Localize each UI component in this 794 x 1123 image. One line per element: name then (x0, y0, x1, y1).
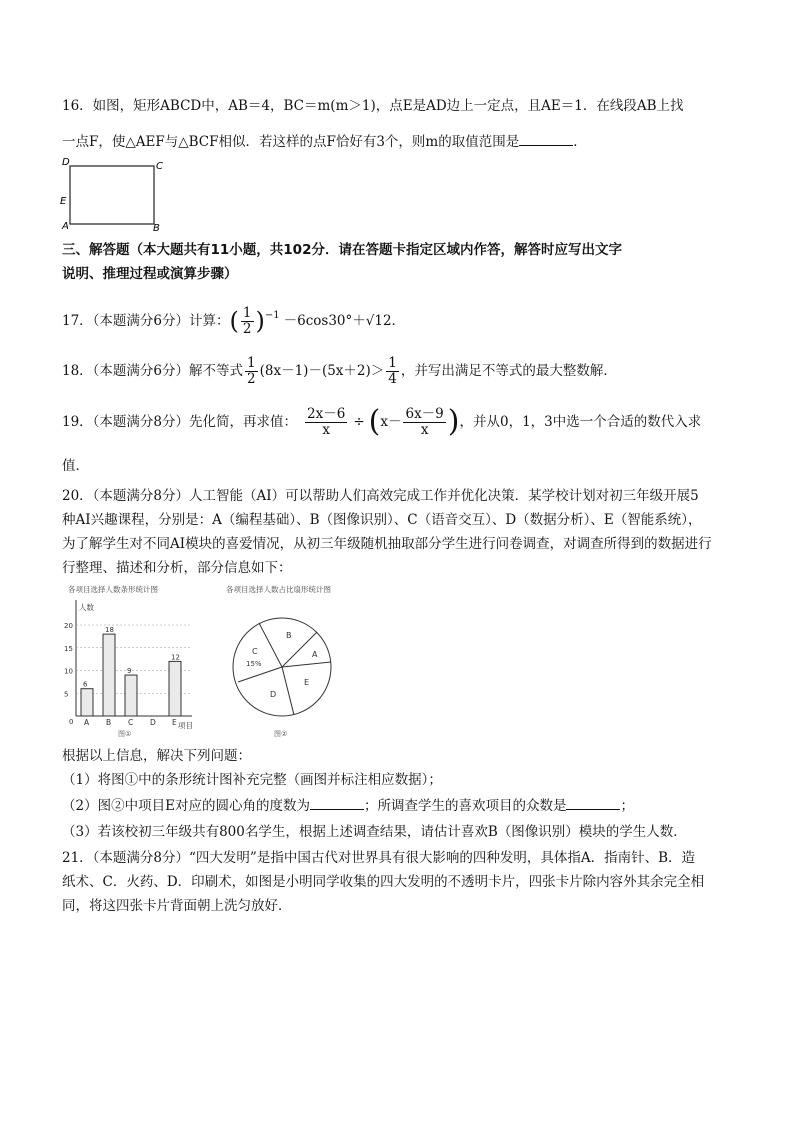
q18-suffix: ，并写出满足不等式的最大整数解． (400, 363, 617, 379)
pie-annotation-15-percent: 15% (246, 660, 262, 668)
q19-divide: ÷ (353, 414, 365, 430)
x-tick-label: E (172, 718, 177, 727)
y-tick-label: 5 (64, 690, 69, 699)
pie-chart-figure2 (222, 582, 342, 740)
q19-fraction-2: $\frac{6x-9}{x}$ (405, 405, 444, 438)
pie-slice-line-1 (259, 623, 282, 667)
bar-chart-figure1 (60, 582, 210, 738)
label-b: B (153, 223, 160, 234)
y-tick-label: 20 (64, 622, 73, 630)
bar-chart-title: 各项目选择人数条形统计图 (68, 585, 158, 594)
x-tick-label: A (84, 718, 90, 727)
q20-line3: 为了解学生对不同AI模块的喜爱情况，从初三年级随机抽取部分学生进行问卷调查，对调查所得到的数据进行 (62, 536, 712, 552)
q18-fraction-half: $\frac{1}{2}$ (247, 354, 256, 387)
q19-suffix: ，并从0，1，3中选一个合适的数代入求 (459, 414, 702, 430)
q20-sub2-part2: ；所调查学生的喜欢项目的众数是 (363, 798, 567, 814)
bar-data-label: 6 (83, 680, 88, 689)
q20-sub2-blank2 (566, 797, 620, 810)
y-tick-label: 15 (64, 644, 73, 653)
q20-sub2-part1: （2）图②中项目E对应的圆心角的度数为 (62, 798, 310, 814)
q19-x-minus: x－ (380, 414, 402, 430)
x-tick-label: D (150, 718, 156, 727)
q17-paren-open: ( (229, 307, 239, 335)
pie-slice-line-4 (282, 667, 294, 715)
q16-line2-text: 一点F，使△AEF与△BCF相似．若这样的点F恰好有3个，则m的取值范围是 (62, 134, 520, 150)
bar-data-label: 18 (105, 626, 114, 635)
figure1-caption: 图① (118, 730, 132, 738)
x-tick-label: C (128, 718, 134, 727)
q19-paren-open: ( (368, 404, 381, 439)
q21-line1: 21．（本题满分8分）“四大发明”是指中国古代对世界具有很大影响的四种发明，具体指A．指南针、B．造 (62, 850, 695, 866)
x-axis-label: 项目 (178, 721, 193, 730)
pie-slice-line-5 (238, 667, 282, 682)
section3-heading-line2: 说明、推理过程或演算步骤） (62, 266, 238, 282)
bar-data-label: 12 (171, 653, 180, 662)
q17-rest: －6cos30°＋√12． (283, 313, 406, 329)
q20-line4: 行整理、描述和分析，部分信息如下： (62, 560, 292, 576)
label-c: C (156, 161, 163, 172)
q20-sub3: （3）若该校初三年级共有800名学生，根据上述调查结果，请估计喜欢B（图像识别）模块的学生人数． (62, 824, 687, 840)
q17-fraction: $\frac{1}{2}$ (242, 304, 252, 337)
q19-paren-close: ) (447, 404, 460, 439)
q20-sub2 (62, 796, 634, 816)
label-d: D (62, 157, 70, 168)
q18-prefix: 18．（本题满分6分）解不等式 (62, 363, 244, 379)
q16-line2-end: ． (573, 134, 587, 150)
bar (81, 689, 93, 716)
bar-layer (64, 622, 192, 727)
y-tick-label: 10 (64, 667, 73, 676)
q17 (62, 306, 405, 336)
q21-line2: 纸术、C．火药、D．印刷术，如图是小明同学收集的四大发明的不透明卡片，四张卡片除内容外其余完全相 (62, 874, 705, 890)
bar (125, 675, 137, 716)
q16-line1: 16．如图，矩形ABCD中，AB＝4，BC＝m(m＞1)，点E是AD边上一定点，且AE＝1．在线段AB上找 (62, 98, 684, 114)
bar (169, 661, 181, 716)
label-e: E (60, 196, 67, 207)
pie-label-e: E (304, 678, 310, 687)
q16-answer-blank (519, 133, 573, 146)
q19 (62, 402, 701, 442)
pie-slice-line-3 (282, 662, 331, 667)
pie-label-d: D (270, 690, 277, 699)
figure2-caption: 图② (274, 730, 288, 738)
q18 (62, 355, 617, 387)
y-axis-label: 人数 (79, 603, 94, 612)
q20-sub2-part3: ； (620, 798, 634, 814)
pie-label-b: B (286, 631, 292, 640)
q16-rectangle-figure (58, 152, 178, 236)
q17-prefix: 17．（本题满分6分）计算： (62, 313, 230, 329)
q20-sub2-blank1 (310, 797, 364, 810)
origin-label: 0 (69, 718, 74, 726)
q16-line2 (62, 132, 587, 152)
q20-after-text: 根据以上信息，解决下列问题： (62, 748, 251, 764)
q19-prefix: 19．（本题满分8分）先化简，再求值： (62, 414, 298, 430)
q19-line2: 值． (62, 458, 89, 474)
q17-exponent: −1 (264, 310, 280, 321)
label-a: A (62, 221, 69, 232)
q17-paren-close: ) (255, 307, 265, 335)
q18-fraction-quarter: $\frac{1}{4}$ (388, 354, 397, 387)
bar-data-label: 9 (127, 667, 132, 676)
pie-label-c: C (252, 647, 258, 656)
q20-sub1: （1）将图①中的条形统计图补充完整（画图并标注相应数据）； (62, 772, 442, 788)
x-tick-label: B (106, 718, 112, 727)
q18-middle: (8x－1)－(5x＋2)＞ (259, 363, 385, 379)
q20-line2: 种AI兴趣课程，分别是：A（编程基础）、B（图像识别）、C（语音交互）、D（数据分析）、E（智能系统）， (62, 512, 702, 528)
q19-fraction-1: $\frac{2x-6}{x}$ (307, 405, 346, 438)
q21-line3: 同，将这四张卡片背面朝上洗匀放好． (62, 898, 292, 914)
q20-line1: 20．（本题满分8分）人工智能（AI）可以帮助人们高效完成工作并优化决策．某学校计划对初三年级开展5 (62, 488, 699, 504)
pie-label-a: A (312, 650, 318, 659)
pie-chart-title: 各项目选择人数占比扇形统计图 (226, 585, 331, 594)
bar (103, 634, 115, 716)
section3-heading-line1: 三、解答题（本大题共有11小题，共102分．请在答题卡指定区域内作答，解答时应写出文字 (62, 242, 622, 258)
rectangle-abcd (70, 166, 154, 224)
